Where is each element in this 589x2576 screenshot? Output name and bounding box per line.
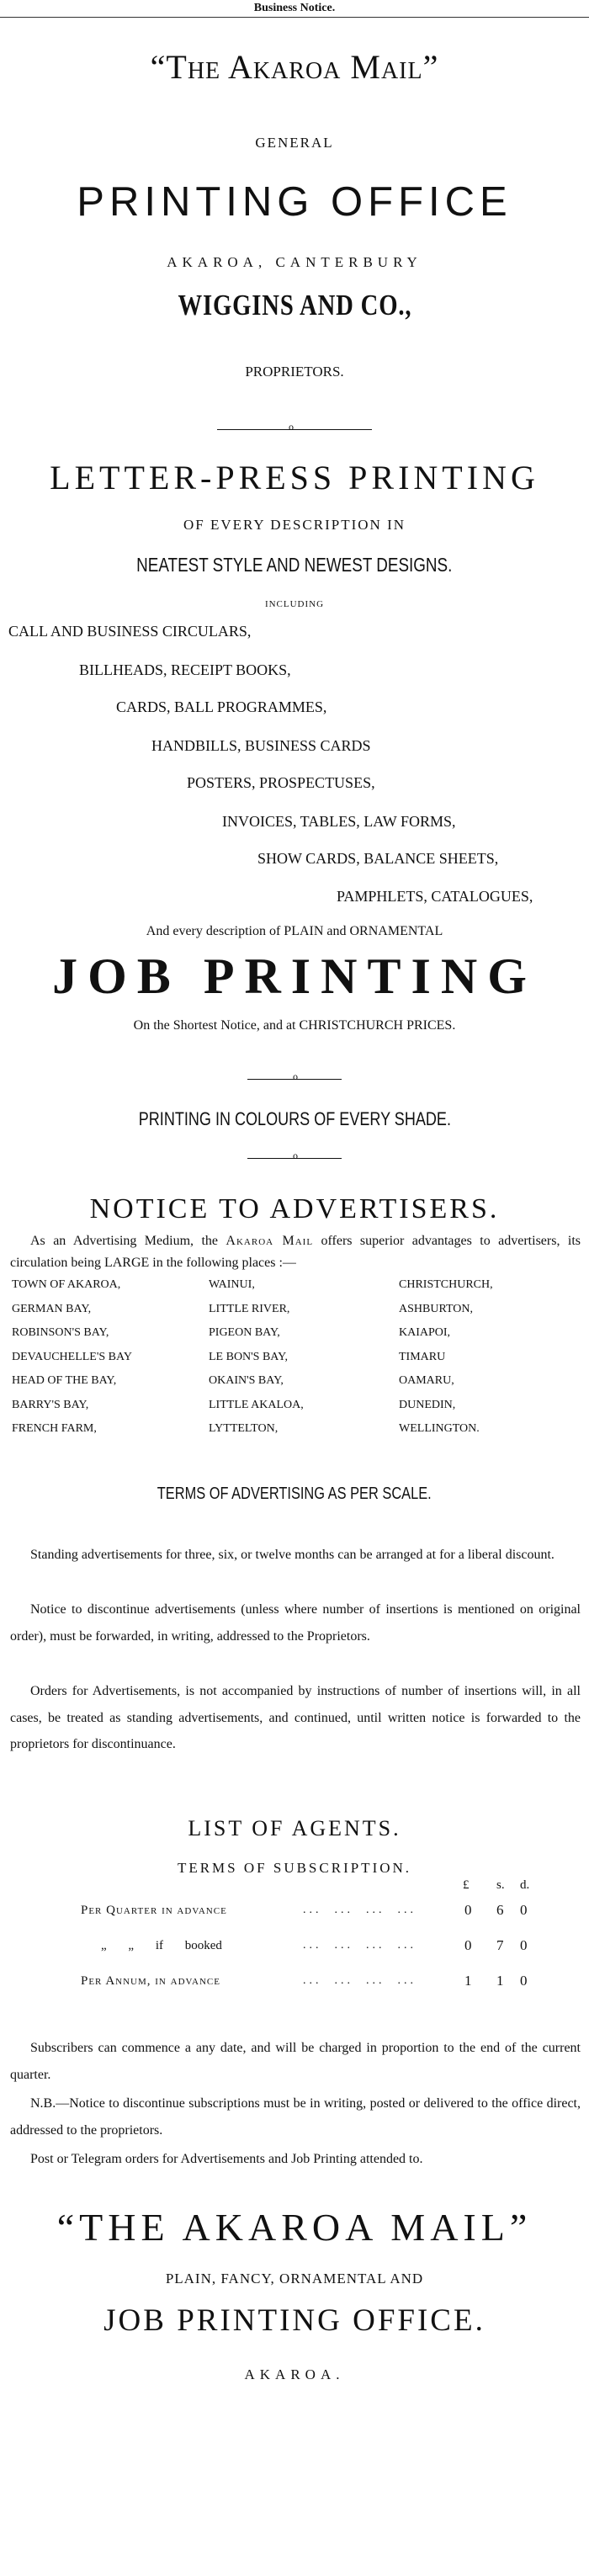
masthead-location: AKAROA, CANTERBURY — [167, 254, 422, 270]
services-heading: LETTER-PRESS PRINTING — [50, 459, 539, 497]
agents-paragraph: N.B.—Notice to discontinue subscriptions must be in writing, posted or delivered to the office direct, addressed to the proprietors. — [10, 2096, 581, 2138]
place-item: HEAD OF THE BAY, — [12, 1374, 117, 1387]
places-grid — [12, 1273, 589, 1446]
place-item: LITTLE AKALOA, — [209, 1398, 304, 1411]
agents-paragraph: Post or Telegram orders for Advertisements and Job Printing attended to. — [30, 2152, 423, 2166]
footer-place: AKAROA. — [244, 2366, 345, 2382]
advertisers-intro: As an Advertising Medium, the Akaroa Mail offers superior advantages to advertisers, its circulation being LARGE in the following places :— — [10, 1234, 581, 1270]
masthead-title: “The Akaroa Mail” — [150, 48, 439, 86]
place-item: OAMARU, — [399, 1374, 454, 1387]
currency-header: s. — [496, 1878, 505, 1892]
places-col-1 — [12, 1273, 132, 1442]
services-shortest-notice: On the Shortest Notice, and at CHRISTCHURCH PRICES. — [133, 1018, 456, 1033]
place-item: LITTLE RIVER, — [209, 1302, 290, 1315]
currency-header: d. — [520, 1878, 530, 1892]
advertisers-paragraph: Orders for Advertisements, is not accompanied by instructions of number of insertions will, in all cases, be treated as standing advertisements, and continued, until written notice is forwarded to the proprietors for discontinuance. — [10, 1684, 581, 1751]
service-item: SHOW CARDS, BALANCE SHEETS, — [257, 850, 499, 867]
place-item: ROBINSON'S BAY, — [12, 1326, 109, 1339]
place-item: FRENCH FARM, — [12, 1422, 97, 1435]
place-item: KAIAPOI, — [399, 1326, 451, 1339]
agents-paragraph: Subscribers can commence a any date, and will be charged in proportion to the end of the current quarter. — [10, 2041, 581, 2082]
place-item: WAINUI, — [209, 1278, 255, 1291]
advertisers-paragraph: Standing advertisements for three, six, or twelve months can be arranged at for a liberal discount. — [30, 1548, 555, 1562]
divider-ornament: o — [293, 1150, 298, 1161]
place-item: DEVAUCHELLE'S BAY — [12, 1350, 132, 1363]
amount-pence: 0 — [520, 1902, 528, 1918]
place-item: LYTTELTON, — [209, 1422, 279, 1435]
subscription-label: Per Annum, in advance — [81, 1974, 220, 1988]
place-item: OKAIN'S BAY, — [209, 1374, 284, 1387]
place-item: BARRY'S BAY, — [12, 1398, 89, 1411]
leader-dots: ... ... ... ... — [303, 1939, 417, 1952]
services-job-printing: JOB PRINTING — [52, 948, 537, 1004]
masthead-firm: WIGGINS AND CO., — [178, 289, 411, 321]
service-item: BILLHEADS, RECEIPT BOOKS, — [79, 661, 291, 678]
place-item: DUNEDIN, — [399, 1398, 456, 1411]
divider-ornament: o — [293, 1070, 298, 1082]
service-item: CARDS, BALL PROGRAMMES, — [116, 698, 327, 715]
services-of-every: OF EVERY DESCRIPTION IN — [183, 517, 406, 533]
services-colours: PRINTING IN COLOURS OF EVERY SHADE. — [138, 1108, 451, 1129]
footer-plain-fancy: PLAIN, FANCY, ORNAMENTAL AND — [165, 2271, 424, 2287]
footer-title: “THE AKAROA MAIL” — [56, 2206, 533, 2249]
divider-ornament: o — [289, 421, 294, 433]
subscription-label: Per Quarter in advance — [81, 1904, 227, 1917]
services-every-description: And every description of PLAIN and ORNAMENTAL — [146, 924, 443, 938]
amount-pence: 0 — [520, 1973, 528, 1989]
masthead-office: PRINTING OFFICE — [77, 179, 512, 225]
amount-pounds: 0 — [464, 1902, 472, 1918]
leader-dots: ... ... ... ... — [303, 1974, 417, 1987]
service-item: PAMPHLETS, CATALOGUES, — [337, 888, 533, 905]
place-item: ASHBURTON, — [399, 1302, 473, 1315]
agents-heading: LIST OF AGENTS. — [188, 1816, 401, 1840]
place-item: WELLINGTON. — [399, 1422, 480, 1435]
footer-job-office: JOB PRINTING OFFICE. — [103, 2303, 486, 2338]
currency-header: £ — [463, 1878, 470, 1892]
amount-shillings: 1 — [496, 1973, 504, 1989]
services-neatest: NEATEST STYLE AND NEWEST DESIGNS. — [136, 554, 453, 576]
subscription-heading: TERMS OF SUBSCRIPTION. — [177, 1860, 412, 1876]
place-item: PIGEON BAY, — [209, 1326, 280, 1339]
paper-name: Akaroa Mail — [226, 1234, 314, 1248]
advertisers-heading: NOTICE TO ADVERTISERS. — [89, 1193, 500, 1224]
amount-pounds: 1 — [464, 1973, 472, 1989]
amount-pounds: 0 — [464, 1937, 472, 1953]
service-item: POSTERS, PROSPECTUSES, — [187, 774, 375, 791]
place-item: TOWN OF AKAROA, — [12, 1278, 121, 1291]
services-including: INCLUDING — [264, 599, 325, 609]
amount-pence: 0 — [520, 1937, 528, 1953]
section-title: Business Notice. — [253, 2, 336, 14]
amount-shillings: 6 — [496, 1902, 504, 1918]
place-item: CHRISTCHURCH, — [399, 1278, 493, 1291]
masthead-proprietors: PROPRIETORS. — [245, 364, 344, 380]
place-item: LE BON'S BAY, — [209, 1350, 288, 1363]
amount-shillings: 7 — [496, 1937, 504, 1953]
places-col-2 — [209, 1273, 304, 1442]
advertisers-terms: TERMS OF ADVERTISING AS PER SCALE. — [157, 1485, 432, 1503]
subscription-label: „ „ if booked — [101, 1939, 222, 1952]
place-item: GERMAN BAY, — [12, 1302, 92, 1315]
masthead-general: GENERAL — [255, 135, 334, 151]
divider-rule — [217, 429, 372, 430]
place-item: TIMARU — [399, 1350, 446, 1363]
advertisers-paragraph: Notice to discontinue advertisements (unless where number of insertions is mentioned on original order), must be forwarded, in writing, addressed to the Proprietors. — [10, 1602, 581, 1644]
places-col-3 — [399, 1273, 493, 1442]
service-item: CALL AND BUSINESS CIRCULARS, — [8, 623, 252, 640]
service-item: INVOICES, TABLES, LAW FORMS, — [222, 813, 456, 830]
service-item: HANDBILLS, BUSINESS CARDS — [151, 737, 371, 754]
leader-dots: ... ... ... ... — [303, 1904, 417, 1916]
header-bar — [0, 0, 589, 18]
